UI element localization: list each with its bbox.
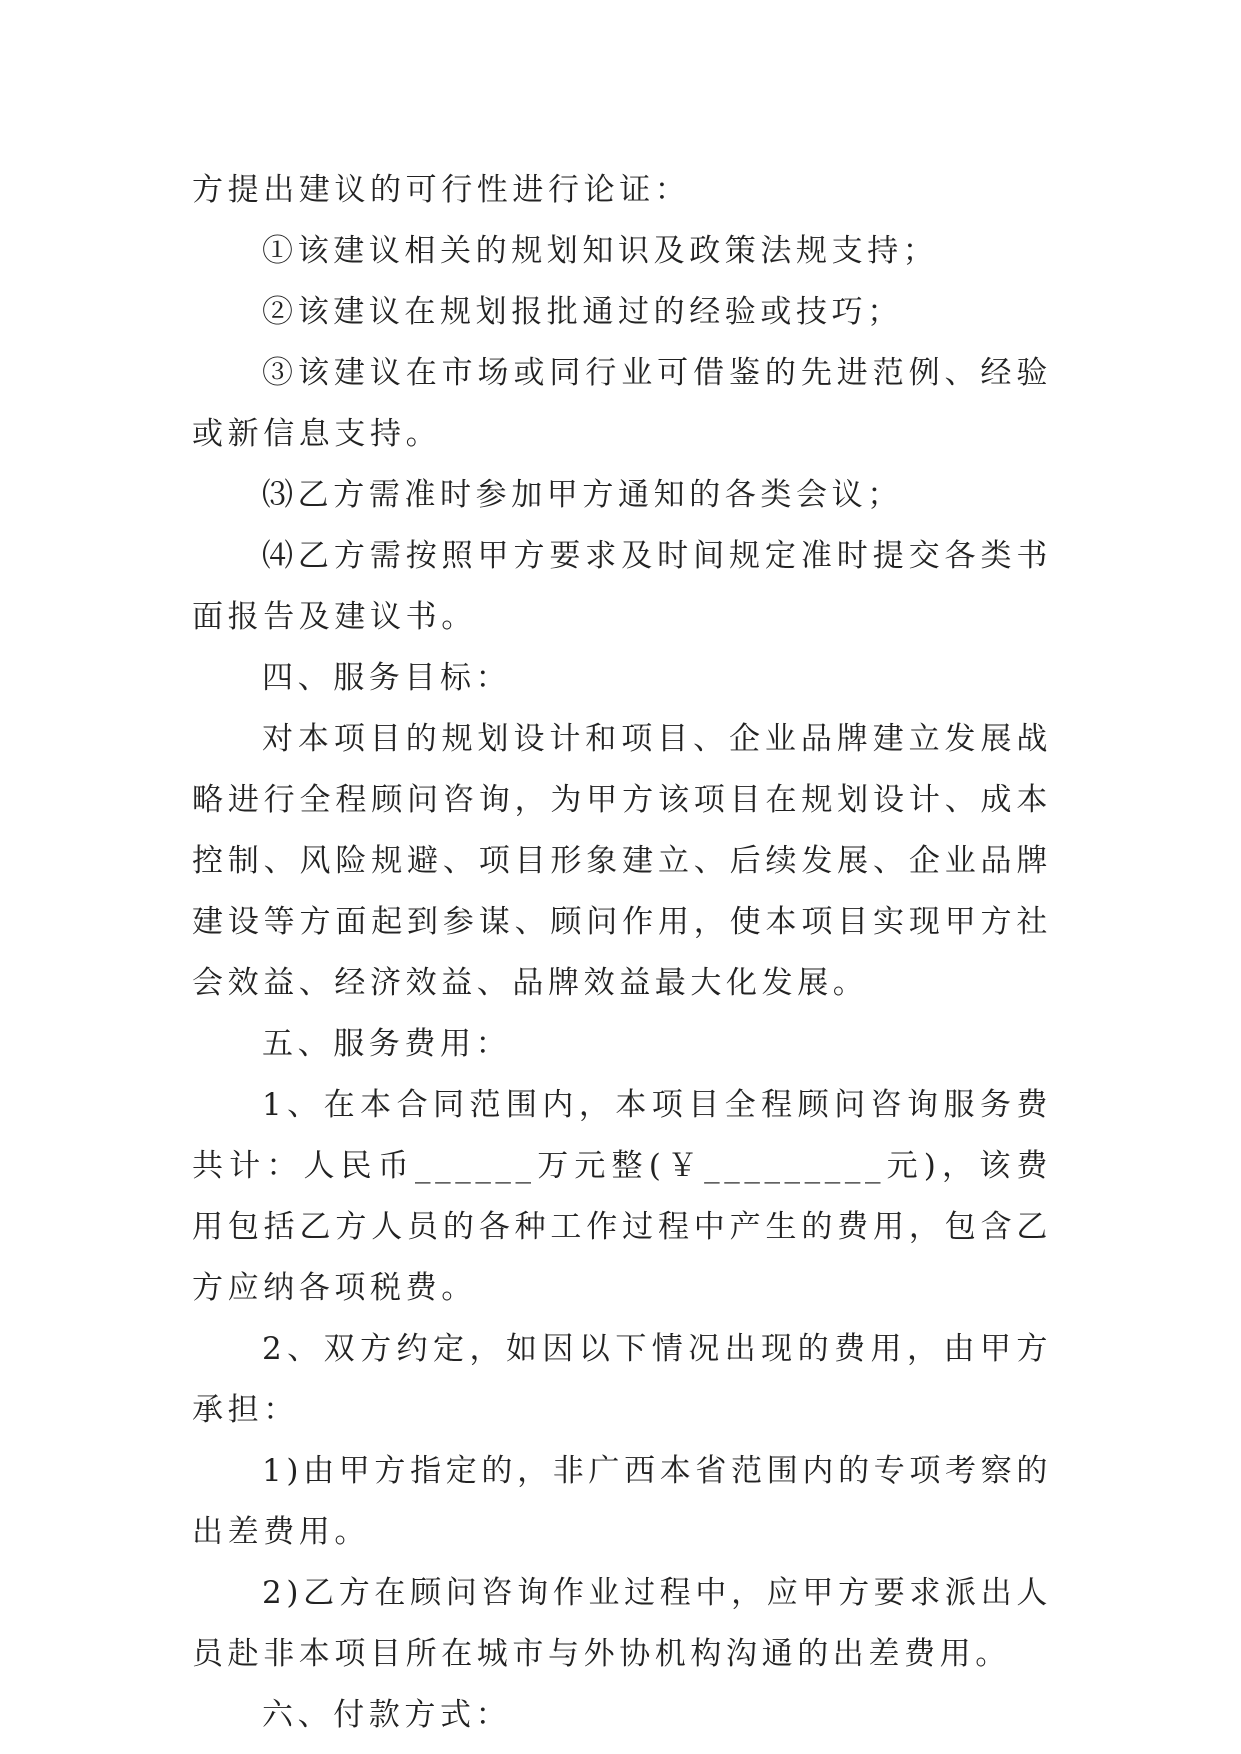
paragraph-item-3: ③该建议在市场或同行业可借鉴的先进范例、经验或新信息支持。 <box>192 355 1052 452</box>
paragraph-clause-4: ⑷乙方需按照甲方要求及时间规定准时提交各类书面报告及建议书。 <box>192 538 1052 635</box>
paragraph-clause-3: ⑶乙方需准时参加甲方通知的各类会议； <box>262 477 903 513</box>
paragraph-fee-2-item-2: 2)乙方在顾问咨询作业过程中，应甲方要求派出人员赴非本项目所在城市与外协机构沟通的出差费用。 <box>192 1575 1052 1672</box>
document-body <box>192 160 1052 1746</box>
paragraph-item-2: ②该建议在规划报批通过的经验或技巧； <box>262 294 903 330</box>
paragraph-fee-2: 2、双方约定，如因以下情况出现的费用，由甲方承担： <box>192 1331 1052 1428</box>
paragraph-item-1: ①该建议相关的规划知识及政策法规支持； <box>262 233 939 269</box>
section-heading-service-goals: 四、服务目标： <box>262 660 512 696</box>
paragraph-feasibility-intro: 方提出建议的可行性进行论证： <box>192 172 691 208</box>
section-heading-service-fees: 五、服务费用： <box>262 1026 512 1062</box>
paragraph-fee-2-item-1: 1)由甲方指定的，非广西本省范围内的专项考察的出差费用。 <box>192 1453 1052 1550</box>
section-heading-payment: 六、付款方式： <box>262 1697 512 1733</box>
paragraph-fee-1: 1、在本合同范围内，本项目全程顾问咨询服务费共计：人民币______万元整(￥_________元)，该费用包括乙方人员的各种工作过程中产生的费用，包含乙方应纳各项税费。 <box>192 1087 1052 1306</box>
paragraph-service-goals: 对本项目的规划设计和项目、企业品牌建立发展战略进行全程顾问咨询，为甲方该项目在规划设计、成本控制、风险规避、项目形象建立、后续发展、企业品牌建设等方面起到参谋、顾问作用，使本项目实现甲方社会效益、经济效益、品牌效益最大化发展。 <box>192 721 1052 1001</box>
